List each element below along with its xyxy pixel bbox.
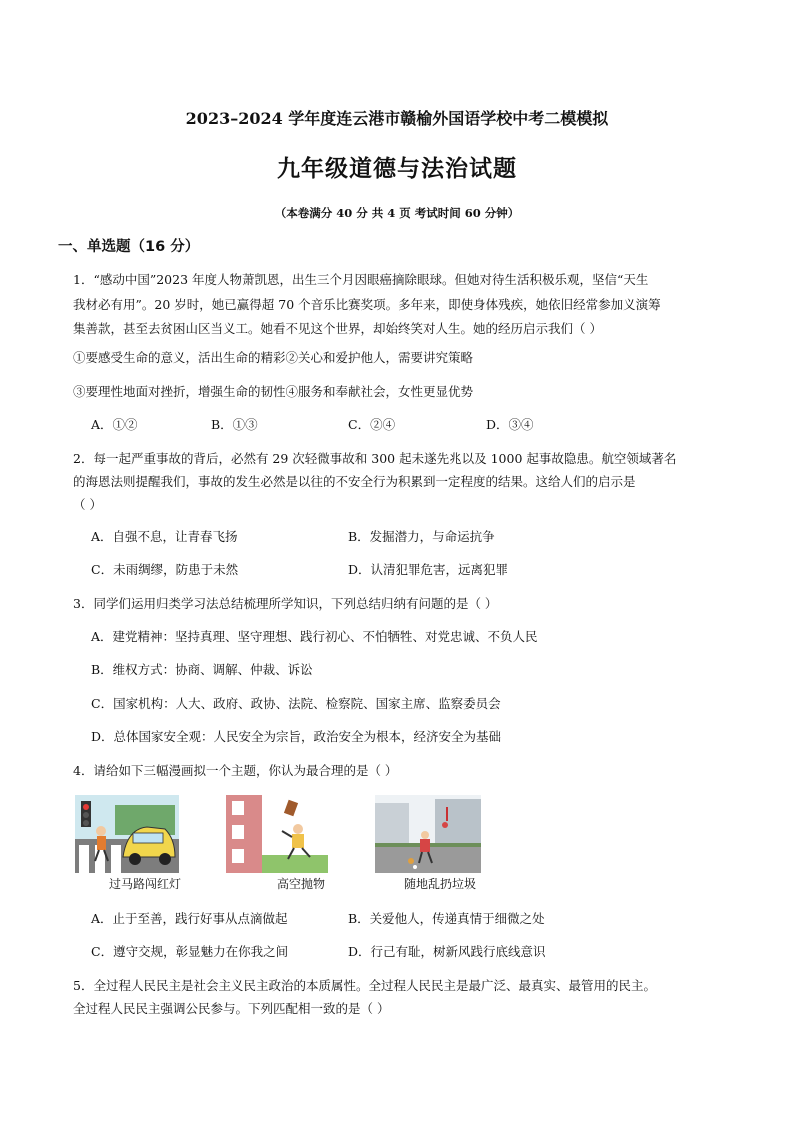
cartoon-high-throw (226, 795, 328, 873)
q2-option-c[interactable]: C．未雨绸缪，防患于未然 (91, 562, 239, 577)
q1-stem-line-3: 集善款，甚至去贫困山区当义工。她看不见这个世界，却始终笑对人生。她的经历启示我们（ ） (73, 321, 602, 336)
q2-stem-line-1: 2．每一起严重事故的背后，必然有 29 次轻微事故和 300 起未遂先兆以及 1000 起事故隐患。航空领域著名 (73, 451, 677, 466)
q4-option-c[interactable]: C．遵守交规，彰显魅力在你我之间 (91, 944, 289, 959)
q2-stem-line-2: 的海恩法则提醒我们，事故的发生必然是以往的不安全行为积累到一定程度的结果。这给人们的启示是 (73, 474, 636, 489)
exam-header-line: 2023–2024 学年度连云港市赣榆外国语学校中考二模模拟 (185, 109, 609, 128)
q4-option-b[interactable]: B．关爱他人，传递真情于细微之处 (348, 911, 545, 926)
q1-item-line-1: ①要感受生命的意义，活出生命的精彩②关心和爱护他人，需要讲究策略 (73, 350, 474, 365)
q1-option-c[interactable]: C．②④ (348, 417, 396, 432)
q3-option-c[interactable]: C．国家机构：人大、政府、政协、法院、检察院、国家主席、监察委员会 (91, 696, 501, 711)
q4-option-a[interactable]: A．止于至善，践行好事从点滴做起 (91, 911, 288, 926)
q3-stem: 3．同学们运用归类学习法总结梳理所学知识，下列总结归纳有问题的是（ ） (73, 596, 498, 611)
exam-title: 九年级道德与法治试题 (277, 156, 517, 182)
section-title: 一、单选题（16 分） (58, 239, 200, 255)
caption-littering: 随地乱扔垃圾 (403, 877, 476, 891)
caption-red-light: 过马路闯红灯 (108, 877, 181, 891)
q1-option-d[interactable]: D．③④ (486, 417, 534, 432)
caption-high-throw: 高空抛物 (276, 877, 325, 891)
q1-option-a[interactable]: A．①② (91, 417, 138, 432)
q1-stem-line-1: 1．“感动中国”2023 年度人物萧凯恩，出生三个月因眼癌摘除眼球。但她对待生活积极乐观，坚信“天生 (73, 272, 649, 287)
q2-option-d[interactable]: D．认清犯罪危害，远离犯罪 (348, 562, 509, 577)
exam-note: （本卷满分 40 分 共 4 页 考试时间 60 分钟） (274, 206, 520, 220)
q5-stem-line-2: 全过程人民民主强调公民参与。下列匹配相一致的是（ ） (73, 1001, 390, 1016)
q1-item-line-2: ③要理性地面对挫折，增强生命的韧性④服务和奉献社会，女性更显优势 (73, 384, 474, 399)
q2-option-a[interactable]: A．自强不息，让青春飞扬 (91, 529, 238, 544)
q5-stem-line-1: 5．全过程人民民主是社会主义民主政治的本质属性。全过程人民民主是最广泛、最真实、最管用的民主。 (73, 978, 656, 993)
q1-stem-line-2: 我材必有用”。20 岁时，她已赢得超 70 个音乐比赛奖项。多年来，即使身体残疾，她依旧经常参加义演筹 (73, 297, 661, 312)
q4-option-d[interactable]: D．行己有耻，树新风践行底线意识 (348, 944, 546, 959)
q3-option-b[interactable]: B．维权方式：协商、调解、仲裁、诉讼 (91, 662, 313, 677)
cartoon-red-light (75, 795, 179, 873)
q1-option-b[interactable]: B．①③ (211, 417, 258, 432)
q2-option-b[interactable]: B．发掘潜力，与命运抗争 (348, 529, 495, 544)
q3-option-a[interactable]: A．建党精神：坚持真理、坚守理想、践行初心、不怕牺牲、对党忠诚、不负人民 (91, 629, 538, 644)
q2-stem-line-3: （ ） (73, 497, 102, 512)
cartoon-littering (375, 795, 481, 873)
q3-option-d[interactable]: D．总体国家安全观：人民安全为宗旨，政治安全为根本，经济安全为基础 (91, 729, 502, 744)
q4-stem: 4．请给如下三幅漫画拟一个主题，你认为最合理的是（ ） (73, 763, 398, 778)
